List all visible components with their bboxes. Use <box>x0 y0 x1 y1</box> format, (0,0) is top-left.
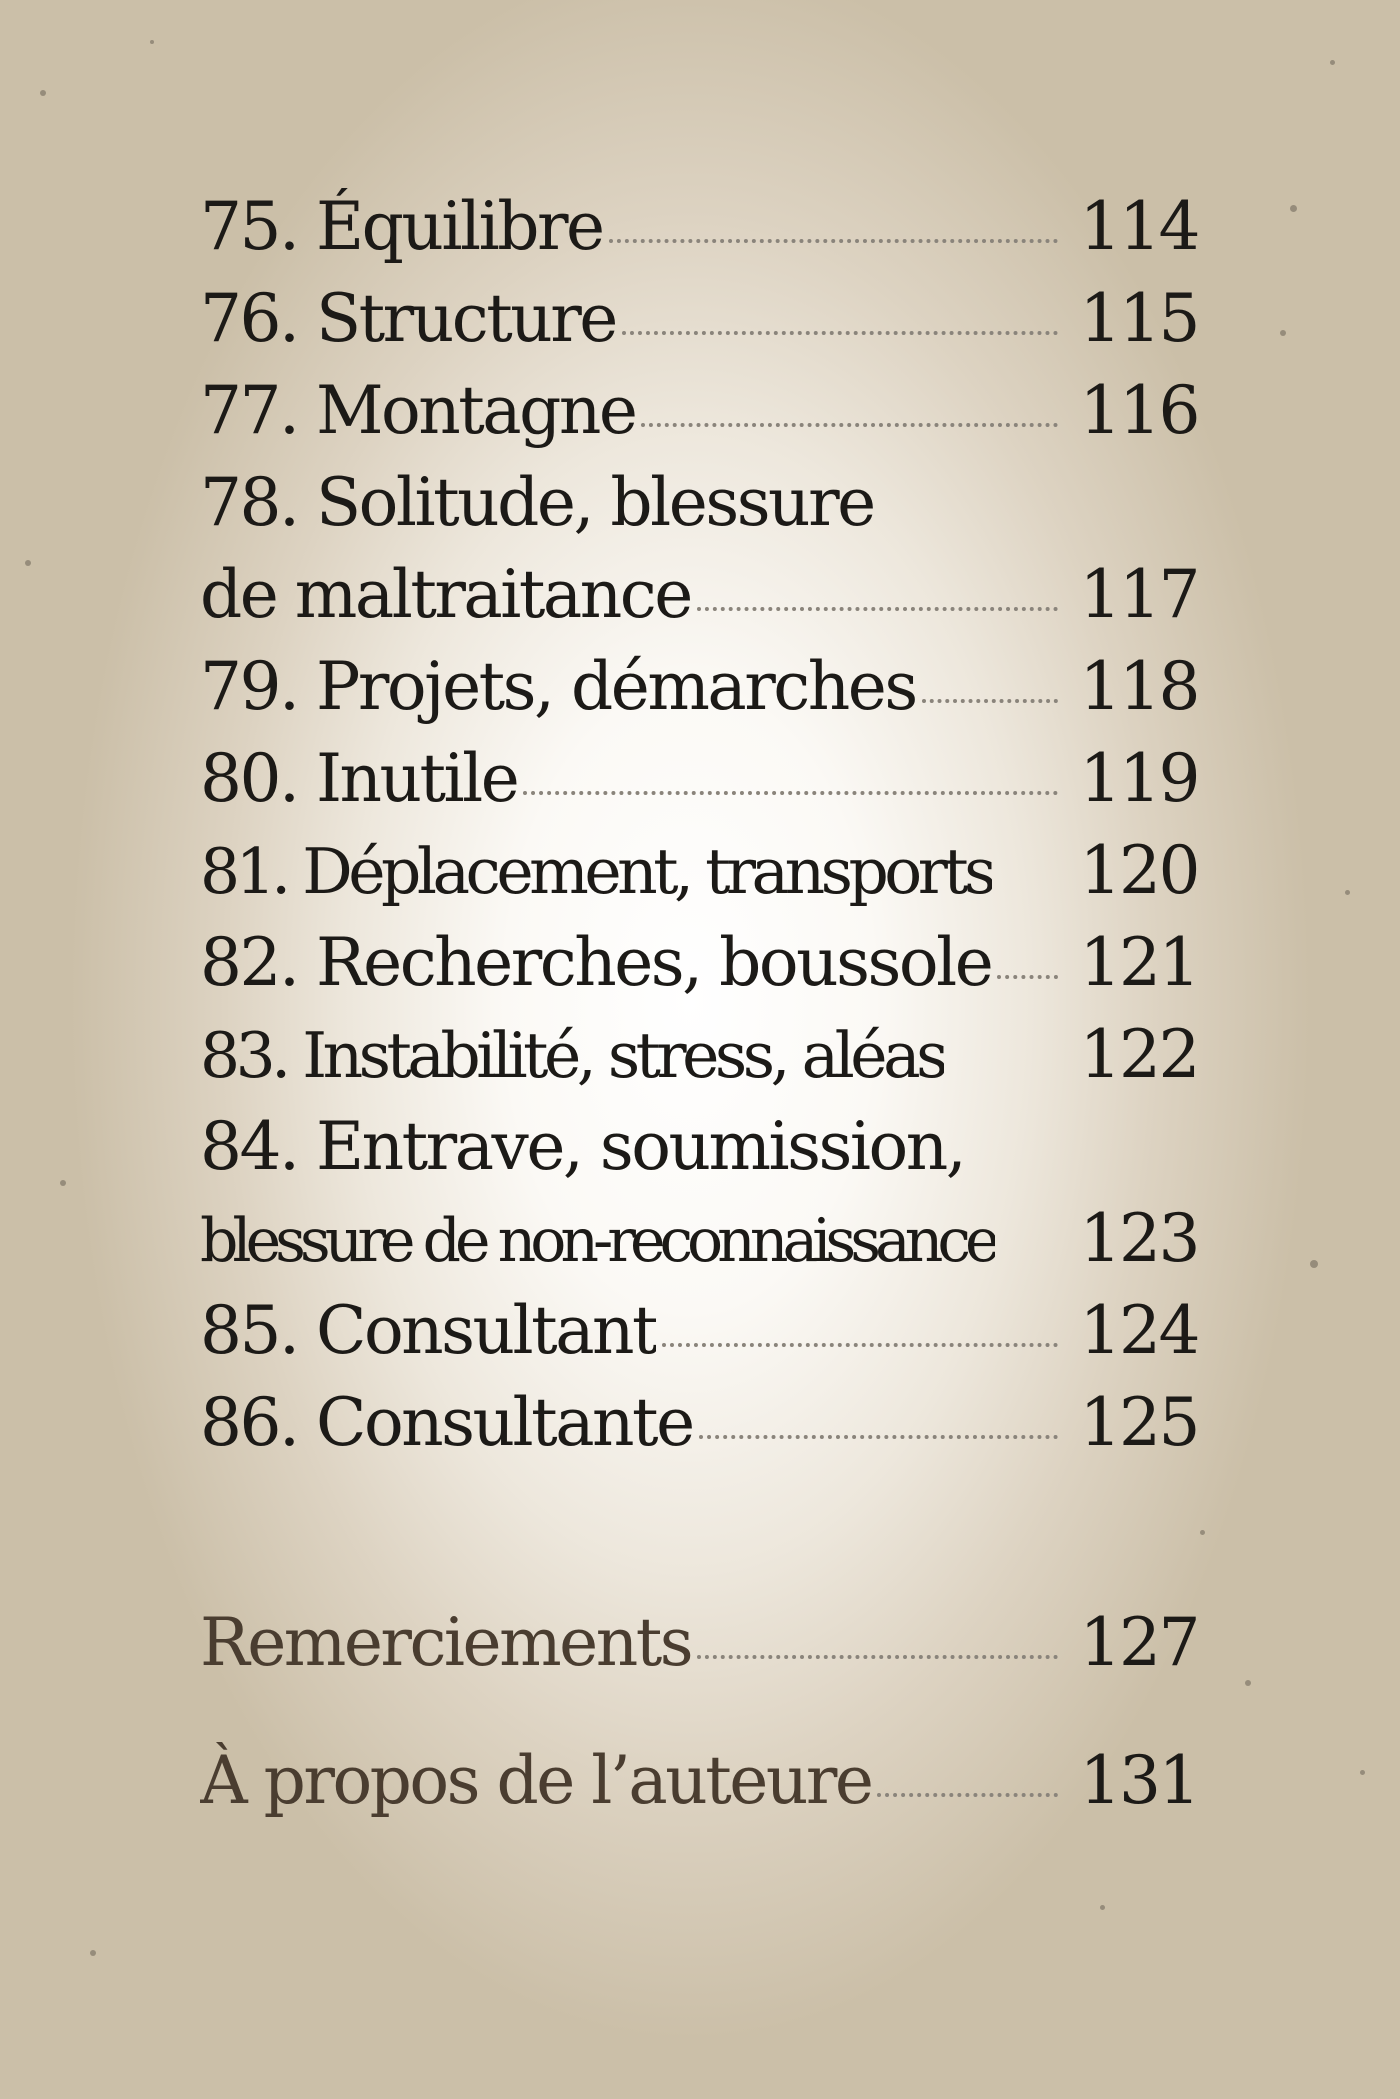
toc-entry-title: 80. Inutile <box>200 740 518 817</box>
toc-entry-title: 85. Consultant <box>200 1292 657 1369</box>
toc-entry-79[interactable] <box>200 648 1198 732</box>
toc-entry-page: 131 <box>1079 1742 1198 1819</box>
toc-entry-page: 116 <box>1079 372 1198 449</box>
toc-entry-83[interactable] <box>200 1016 1198 1100</box>
toc-entry-a-propos[interactable] <box>200 1742 1198 1826</box>
toc-entry-title: 79. Projets, démarches <box>200 648 916 725</box>
toc-entry-title: 83. Instabilité, stress, aléas <box>200 1019 944 1092</box>
toc-entry-page: 114 <box>1079 188 1198 265</box>
toc-entry-title: 81. Déplacement, transports <box>200 835 992 908</box>
toc-entry-82[interactable] <box>200 924 1198 1008</box>
paper-speck <box>1290 205 1297 212</box>
paper-speck <box>1200 1530 1205 1535</box>
dot-leader <box>641 423 1057 427</box>
paper-speck <box>1245 1680 1251 1686</box>
toc-entry-title: À propos de l’auteure <box>200 1742 872 1819</box>
toc-entry-84-line-2[interactable] <box>200 1200 1198 1284</box>
toc-entry-page: 115 <box>1079 280 1198 357</box>
dot-leader <box>922 699 1058 703</box>
toc-entry-78-line-2[interactable] <box>200 556 1198 640</box>
toc-entry-page: 122 <box>1079 1016 1198 1093</box>
toc-entry-86[interactable] <box>200 1384 1198 1468</box>
toc-entry-page: 127 <box>1079 1604 1198 1681</box>
paper-speck <box>1310 1260 1318 1268</box>
toc-entry-78-line-1[interactable] <box>200 464 1198 548</box>
toc-entry-page: 119 <box>1079 740 1198 817</box>
toc-entry-title: 76. Structure <box>200 280 616 357</box>
dot-leader <box>609 239 1058 243</box>
dot-leader <box>622 331 1058 335</box>
toc-entry-title: 77. Montagne <box>200 372 636 449</box>
paper-speck <box>1330 60 1335 65</box>
dot-leader <box>699 1435 1058 1439</box>
toc-entry-84-line-1[interactable] <box>200 1108 1198 1192</box>
toc-entry-page: 125 <box>1079 1384 1198 1461</box>
toc-entry-85[interactable] <box>200 1292 1198 1376</box>
toc-entry-title: 78. Solitude, blessure <box>200 464 874 541</box>
toc-entry-page: 117 <box>1079 556 1198 633</box>
paper-speck <box>90 1950 96 1956</box>
paper-speck <box>150 40 154 44</box>
paper-speck <box>1100 1905 1105 1910</box>
toc-entry-76[interactable] <box>200 280 1198 364</box>
toc-entry-remerciements[interactable] <box>200 1604 1198 1688</box>
dot-leader <box>877 1793 1057 1797</box>
toc-entry-80[interactable] <box>200 740 1198 824</box>
toc-entry-title-continued: blessure de non-reconnaissance <box>200 1206 995 1276</box>
toc-entry-title: 86. Consultante <box>200 1384 693 1461</box>
paper-speck <box>60 1180 66 1186</box>
toc-entry-page: 118 <box>1079 648 1198 725</box>
paper-speck <box>40 90 46 96</box>
toc-entry-page: 123 <box>1079 1200 1198 1277</box>
toc-entry-77[interactable] <box>200 372 1198 456</box>
toc-entry-title: 84. Entrave, soumission, <box>200 1108 965 1185</box>
paper-speck <box>1360 1770 1365 1775</box>
paper-speck <box>25 560 31 566</box>
toc-entry-75[interactable] <box>200 188 1198 272</box>
toc-entry-page: 121 <box>1079 924 1198 1001</box>
paper-speck <box>1345 890 1350 895</box>
dot-leader <box>697 607 1058 611</box>
toc-entry-title: 75. Équilibre <box>200 188 603 265</box>
toc-entry-81[interactable] <box>200 832 1198 916</box>
toc-entry-page: 120 <box>1079 832 1198 909</box>
paper-speck <box>1280 330 1286 336</box>
toc-entry-page: 124 <box>1079 1292 1198 1369</box>
dot-leader <box>697 1655 1057 1659</box>
toc-entry-title: 82. Recherches, boussole <box>200 924 992 1001</box>
dot-leader <box>662 1343 1057 1347</box>
toc-entry-title-continued: de maltraitance <box>200 556 691 633</box>
toc-entry-title: Remerciements <box>200 1604 692 1681</box>
dot-leader <box>523 791 1057 795</box>
dot-leader <box>997 975 1057 979</box>
